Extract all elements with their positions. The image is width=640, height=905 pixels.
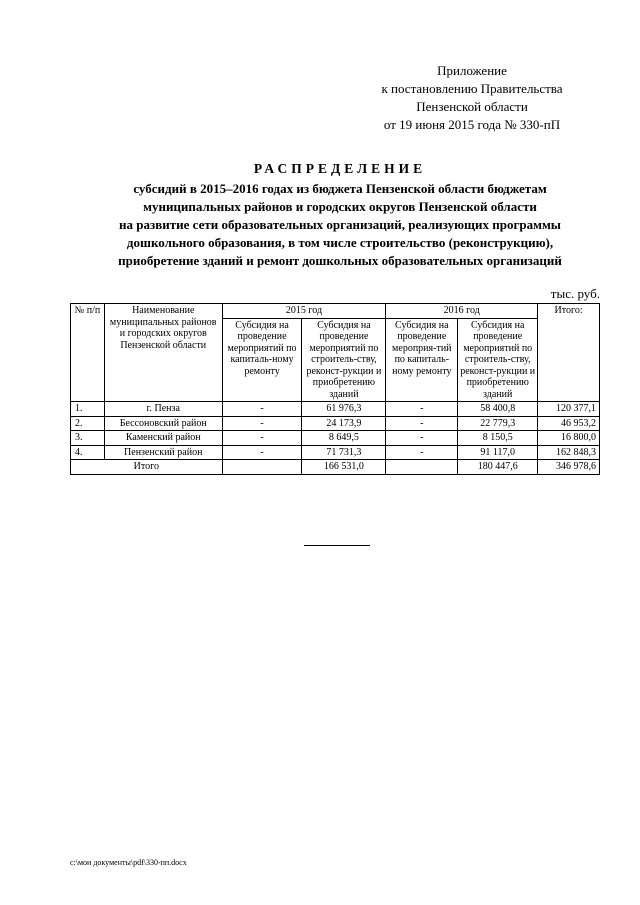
appendix-line-1: Приложение xyxy=(437,63,507,78)
row-build-2015: 71 731,3 xyxy=(302,445,386,460)
header-row-1 xyxy=(71,304,600,319)
row-name: г. Пенза xyxy=(104,402,222,417)
totals-row xyxy=(71,460,600,475)
row-build-2016: 8 150,5 xyxy=(458,431,538,446)
row-total: 16 800,0 xyxy=(538,431,600,446)
title-line-5: приобретение зданий и ремонт дошкольных образовательных организаций xyxy=(118,253,562,268)
totals-build-2016: 180 447,6 xyxy=(458,460,538,475)
appendix-block xyxy=(352,62,592,134)
row-repair-2016: - xyxy=(386,431,458,446)
title-line-3: на развитие сети образовательных организаций, реализующих программы xyxy=(119,217,561,232)
row-repair-2016: - xyxy=(386,402,458,417)
appendix-line-4: от 19 июня 2015 года № 330-пП xyxy=(383,117,561,132)
document-title xyxy=(60,160,620,270)
row-build-2016: 58 400,8 xyxy=(458,402,538,417)
table-row xyxy=(71,431,600,446)
totals-repair-2015 xyxy=(222,460,302,475)
row-build-2016: 91 117,0 xyxy=(458,445,538,460)
row-build-2015: 61 976,3 xyxy=(302,402,386,417)
row-repair-2015: - xyxy=(222,431,302,446)
row-build-2016: 22 779,3 xyxy=(458,416,538,431)
totals-repair-2016 xyxy=(386,460,458,475)
header-2016-repair: Субсидия на проведение мероприя-тий по капиталь-ному ремонту xyxy=(386,318,458,402)
row-name: Бессоновский район xyxy=(104,416,222,431)
footer-file-path: c:\мои документы\pdf\330-пп.docx xyxy=(70,858,187,867)
row-total: 162 848,3 xyxy=(538,445,600,460)
totals-build-2015: 166 531,0 xyxy=(302,460,386,475)
table-row xyxy=(71,402,600,417)
title-line-1: субсидий в 2015–2016 годах из бюджета Пензенской области бюджетам xyxy=(133,181,547,196)
table-row xyxy=(71,445,600,460)
row-name: Пензенский район xyxy=(104,445,222,460)
header-num: № п/п xyxy=(71,304,105,402)
table-row xyxy=(71,416,600,431)
row-name: Каменский район xyxy=(104,431,222,446)
title-heading: РАСПРЕДЕЛЕНИЕ xyxy=(253,161,427,176)
row-build-2015: 8 649,5 xyxy=(302,431,386,446)
row-num: 2. xyxy=(71,416,105,431)
appendix-line-2: к постановлению Правительства xyxy=(381,81,563,96)
row-repair-2015: - xyxy=(222,445,302,460)
closing-divider xyxy=(304,545,370,546)
appendix-line-3: Пензенской области xyxy=(416,99,528,114)
header-total: Итого: xyxy=(538,304,600,402)
header-2016-build: Субсидия на проведение мероприятий по строитель-ству, реконст-рукции и приобретению зданий xyxy=(458,318,538,402)
title-line-4: дошкольного образования, в том числе строительство (реконструкцию), xyxy=(126,235,554,250)
header-year-2016: 2016 год xyxy=(386,304,538,319)
header-2015-repair: Субсидия на проведение мероприятий по капиталь-ному ремонту xyxy=(222,318,302,402)
row-build-2015: 24 173,9 xyxy=(302,416,386,431)
totals-total: 346 978,6 xyxy=(538,460,600,475)
distribution-table xyxy=(70,303,600,475)
row-repair-2015: - xyxy=(222,402,302,417)
row-repair-2016: - xyxy=(386,445,458,460)
header-2015-build: Субсидия на проведение мероприятий по строитель-ству, реконст-рукции и приобретению зданий xyxy=(302,318,386,402)
unit-label: тыс. руб. xyxy=(550,286,600,301)
totals-label: Итого xyxy=(71,460,223,475)
row-repair-2015: - xyxy=(222,416,302,431)
header-name: Наименование муниципальных районов и городских округов Пензенской области xyxy=(104,304,222,402)
row-repair-2016: - xyxy=(386,416,458,431)
row-total: 46 953,2 xyxy=(538,416,600,431)
header-year-2015: 2015 год xyxy=(222,304,386,319)
row-num: 3. xyxy=(71,431,105,446)
row-num: 1. xyxy=(71,402,105,417)
row-total: 120 377,1 xyxy=(538,402,600,417)
title-line-2: муниципальных районов и городских округов Пензенской области xyxy=(143,199,537,214)
row-num: 4. xyxy=(71,445,105,460)
